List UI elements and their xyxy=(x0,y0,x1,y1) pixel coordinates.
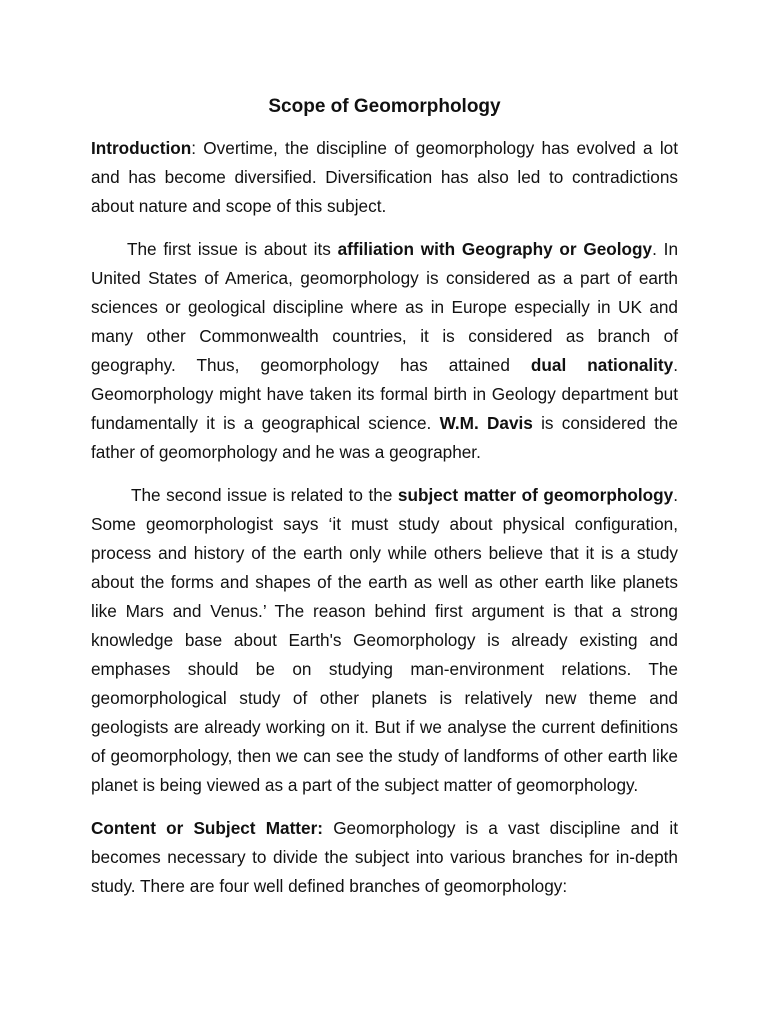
introduction-paragraph xyxy=(91,134,678,221)
subject-matter-paragraph xyxy=(91,481,678,800)
affiliation-text-1: The first issue is about its xyxy=(127,239,338,259)
affiliation-bold-3: W.M. Davis xyxy=(439,413,533,433)
affiliation-paragraph xyxy=(91,235,678,467)
affiliation-bold-2: dual nationality xyxy=(530,355,674,375)
subject-matter-text-2: . Some geomorphologist says ‘it must study about physical configuration, process and history of the earth only while others believe that it is a study about the forms and shapes of the earth as well as other earth like planets like Mars and Venus.’ The reason behind first argument is that a strong knowledge base about Earth's Geomorphology is already existing and emphases should be on studying man-environment relations. The geomorphological study of other planets is relatively new theme and geologists are already working on it. But if we analyse the current definitions of geomorphology, then we can see the study of landforms of other earth like planet is being viewed as a part of the subject matter of geomorphology. xyxy=(91,485,678,795)
content-paragraph xyxy=(91,814,678,901)
content-label: Content or Subject Matter: xyxy=(91,818,324,838)
content-text: Geomorphology is a vast discipline and it becomes necessary to divide the subject into various branches for in-depth study. There are four well defined branches of geomorphology: xyxy=(91,818,678,896)
page-title: Scope of Geomorphology xyxy=(268,96,501,117)
introduction-text: : Overtime, the discipline of geomorphology has evolved a lot and has become diversified. Diversification has also led to contradictions about nature and scope of this subject. xyxy=(91,138,678,216)
affiliation-bold-1: affiliation with Geography or Geology xyxy=(337,239,653,259)
subject-matter-bold-1: subject matter of geomorphology xyxy=(397,485,674,505)
affiliation-text-4: is considered the father of geomorphology and he was a geographer. xyxy=(91,413,678,462)
subject-matter-text-1: The second issue is related to the xyxy=(131,485,398,505)
affiliation-text-2: . In United States of America, geomorphology is considered as a part of earth sciences or geological discipline where as in Europe especially in UK and many other Commonwealth countries, it is considered as branch of geography. Thus, geomorphology has attained xyxy=(91,239,678,375)
affiliation-text-3: . Geomorphology might have taken its formal birth in Geology department but fundamentally it is a geographical science. xyxy=(91,355,678,433)
introduction-label: Introduction xyxy=(91,138,192,158)
